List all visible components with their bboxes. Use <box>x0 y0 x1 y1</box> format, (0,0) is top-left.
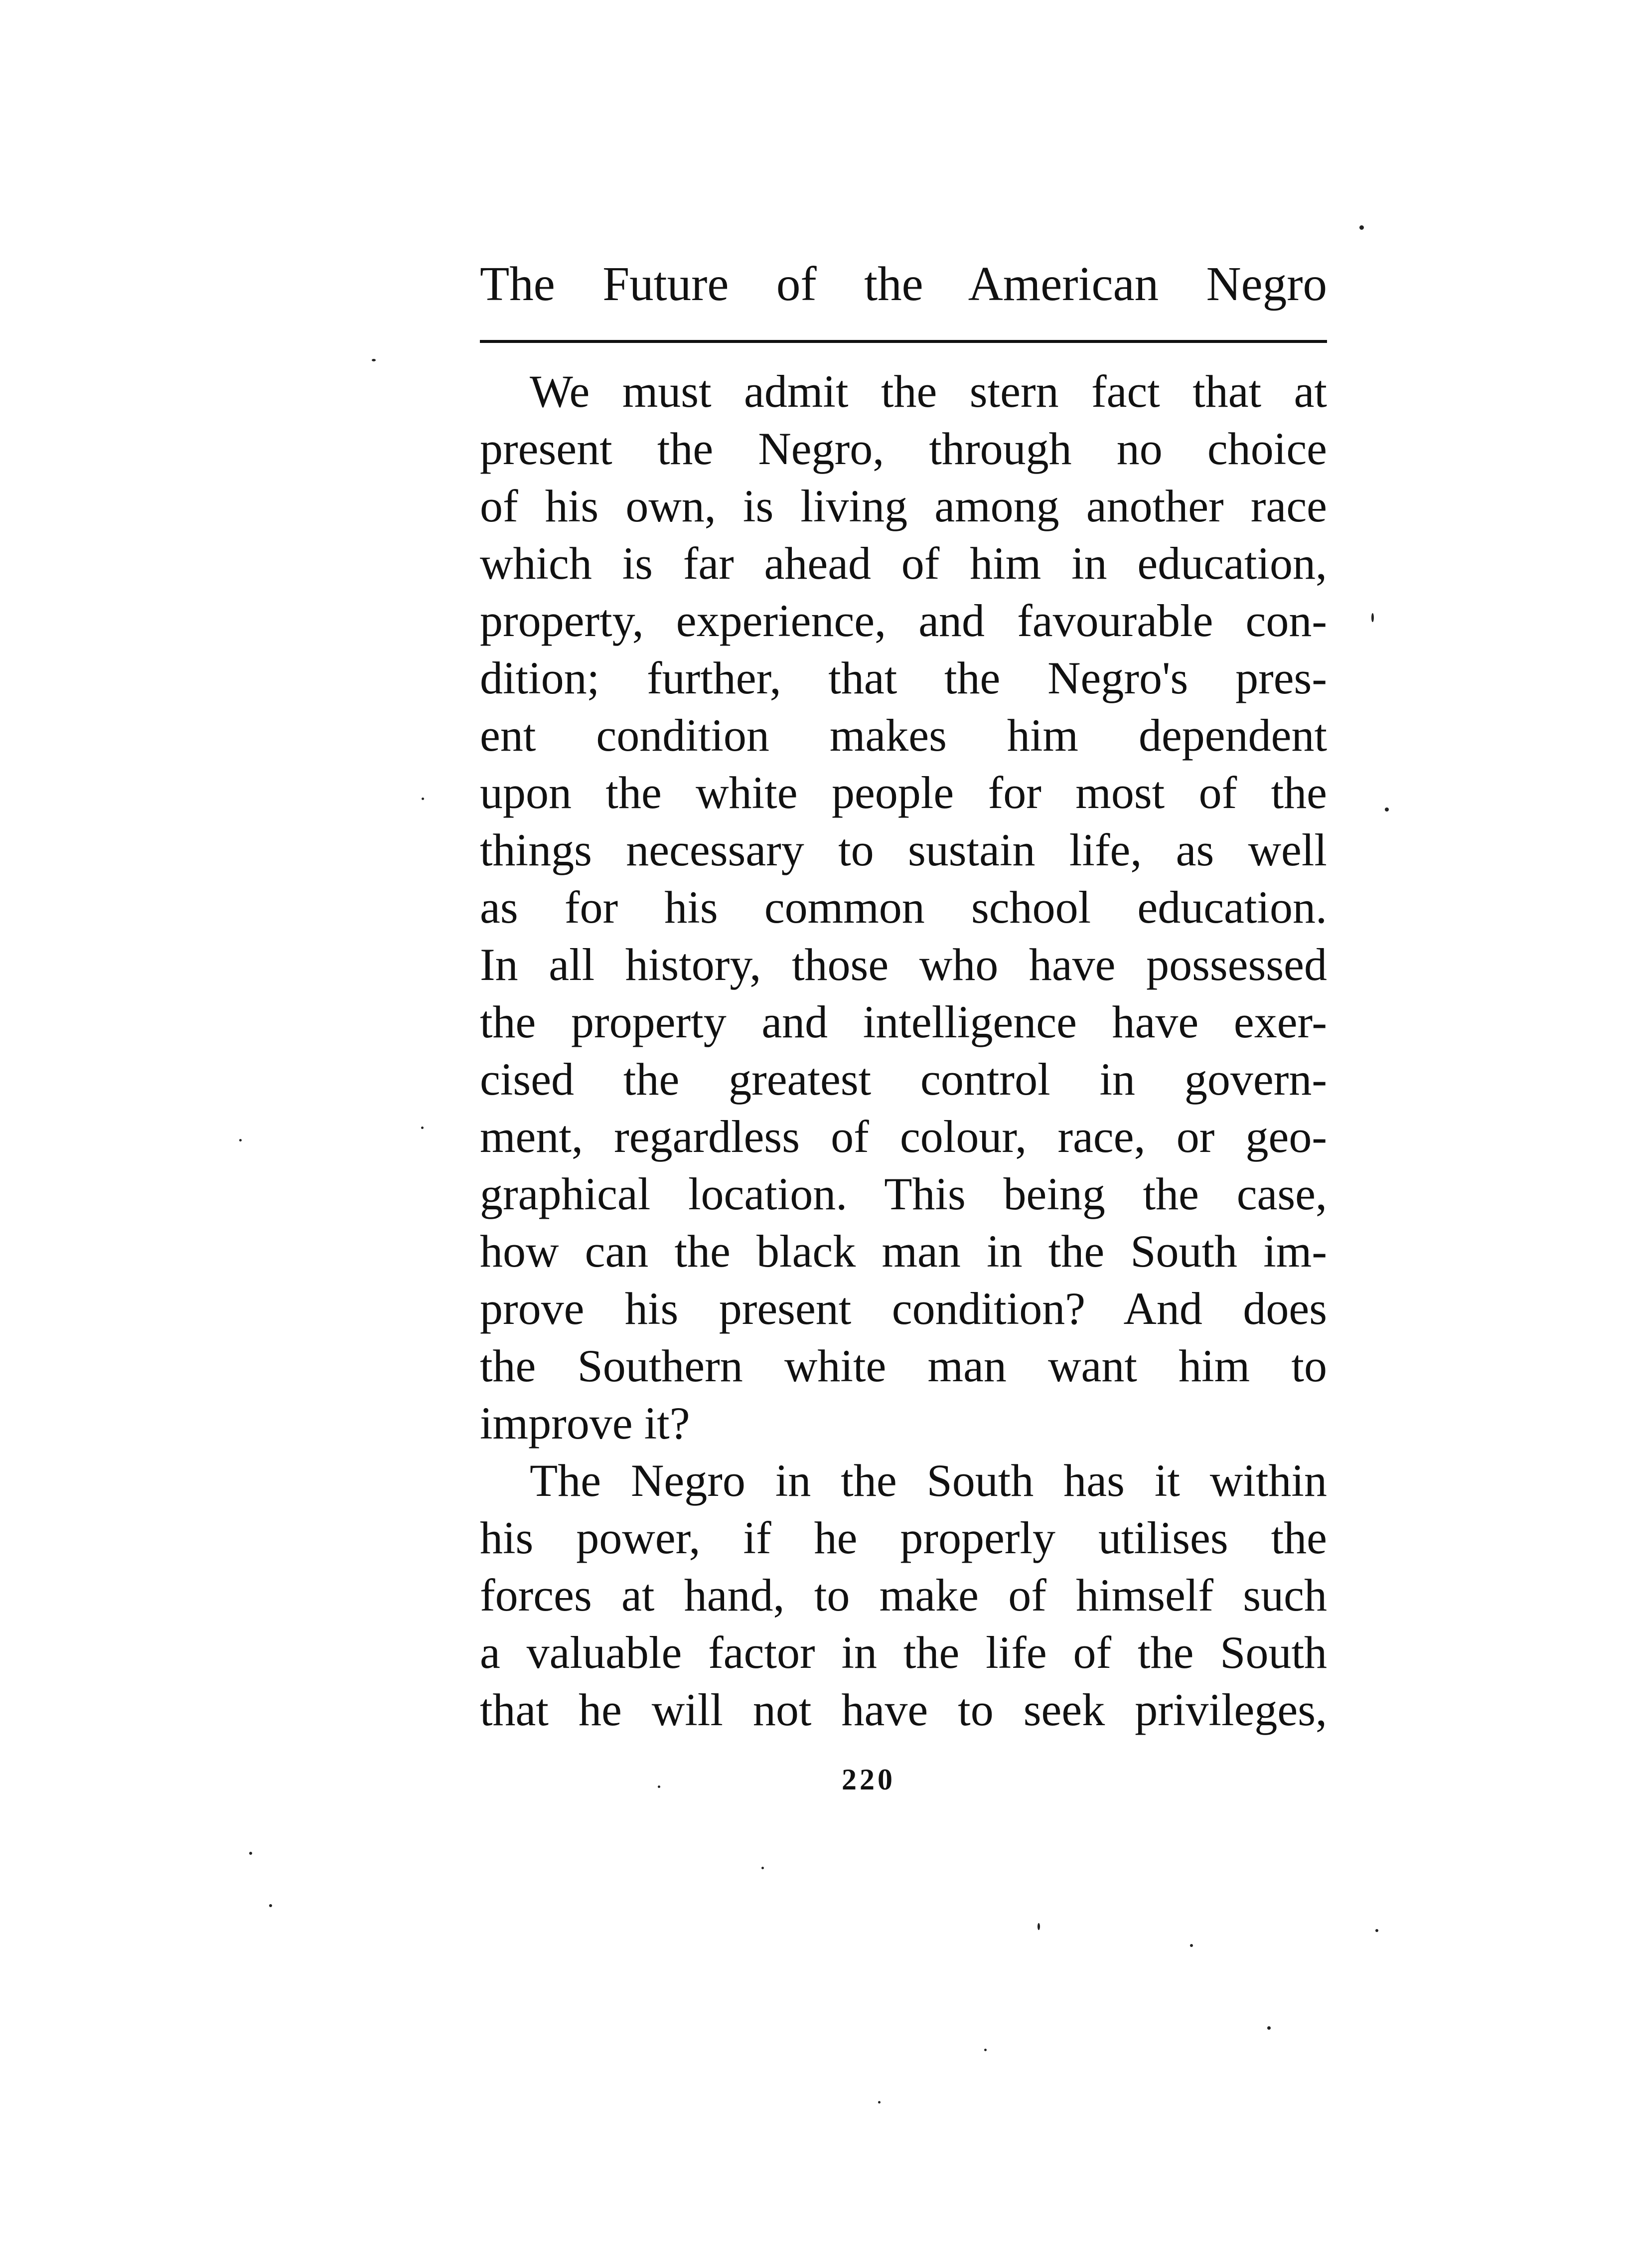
text-line: the Southern white man want him to <box>480 1340 1327 1391</box>
text-line: which is far ahead of him in education, <box>480 538 1327 589</box>
scan-speck <box>761 1867 764 1869</box>
scan-speck <box>1267 2026 1271 2030</box>
text-line: prove his present condition? And does <box>480 1283 1327 1334</box>
text-line: his power, if he properly utilises the <box>480 1512 1327 1563</box>
text-line: ment, regardless of colour, race, or geo- <box>480 1111 1327 1162</box>
text-line: graphical location. This being the case, <box>480 1168 1327 1219</box>
scan-speck <box>984 2049 987 2051</box>
text-line: The Negro in the South has it within <box>530 1455 1327 1506</box>
text-line: improve it? <box>480 1398 690 1449</box>
text-line: present the Negro, through no choice <box>480 423 1327 474</box>
scan-speck <box>1037 1923 1040 1930</box>
text-line: property, experience, and favourable con- <box>480 595 1327 646</box>
scan-speck <box>422 798 424 800</box>
scan-speck <box>878 2101 881 2104</box>
text-line: of his own, is living among another race <box>480 481 1327 531</box>
scan-speck <box>239 1139 242 1141</box>
scan-speck <box>269 1904 272 1907</box>
text-line: how can the black man in the South im- <box>480 1226 1327 1277</box>
scan-speck <box>372 359 376 361</box>
text-line: that he will not have to seek privileges, <box>480 1684 1327 1735</box>
scan-speck <box>421 1127 424 1129</box>
body-text <box>480 363 1327 1739</box>
text-line: forces at hand, to make of himself such <box>480 1570 1327 1620</box>
header-rule <box>480 340 1327 343</box>
scan-speck <box>1359 225 1364 230</box>
scan-speck <box>1190 1944 1193 1947</box>
scan-speck <box>1385 808 1389 811</box>
running-head: The Future of the American Negro <box>480 257 1327 311</box>
text-line: things necessary to sustain life, as well <box>480 824 1327 875</box>
scan-speck <box>1371 613 1374 622</box>
text-line: the property and intelligence have exer- <box>480 996 1327 1047</box>
text-line: ent condition makes him dependent <box>480 710 1327 761</box>
text-line: In all history, those who have possessed <box>480 939 1327 990</box>
text-line: cised the greatest control in govern- <box>480 1054 1327 1105</box>
text-line: upon the white people for most of the <box>480 767 1327 818</box>
scan-speck <box>249 1852 252 1855</box>
scan-speck <box>1375 1929 1378 1932</box>
text-line: a valuable factor in the life of the South <box>480 1627 1327 1678</box>
text-line: We must admit the stern fact that at <box>530 366 1327 417</box>
text-line: dition; further, that the Negro's pres- <box>480 652 1327 703</box>
page-number: 220 <box>842 1763 895 1796</box>
scan-speck <box>658 1785 660 1788</box>
text-line: as for his common school education. <box>480 882 1327 933</box>
